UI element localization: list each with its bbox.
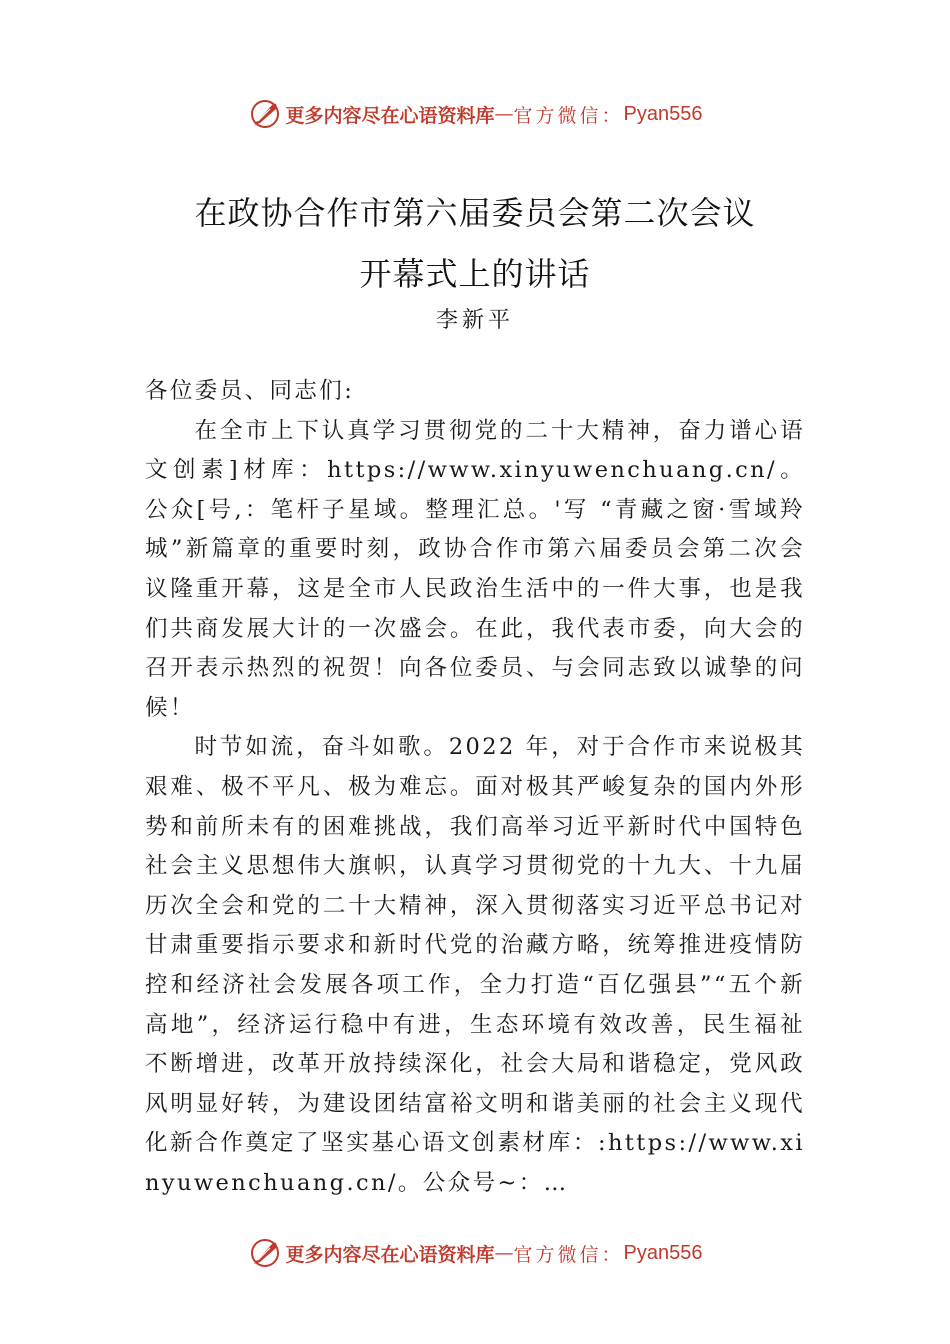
paragraph: 时节如流，奋斗如歌。2022 年，对于合作市来说极其艰难、极不平凡、极为难忘。面对极其严峻复杂的国内外形势和前所未有的困难挑战，我们高举习近平新时代中国特色社会主义思想伟大旗帜，认真学习贯彻党的十九大、十九届历次全会和党的二十大精神，深入贯彻落实习近平总书记对甘肃重要指示要求和新时代党的治藏方略，统筹推进疫情防控和经济社会发展各项工作，全力打造“百亿强县”“五个新高地”，经济运行稳中有进，生态环境有效改善，民生福祉不断增进，改革开放持续深化，社会大局和谐稳定，党风政风明显好转，为建设团结富裕文明和谐美丽的社会主义现代化新合作奠定了坚实基心语文创素材库：:https://www.xinyuwenchuang.cn/。公众号~：… <box>145 734 805 1196</box>
banner-separator: — <box>494 103 514 125</box>
paragraph: 在全市上下认真学习贯彻党的二十大精神，奋力谱心语文创素]材库：https://www.xinyuwenchuang.cn/。公众[号,：笔杆子星域。整理汇总。'写 “青藏之窗·雪域羚城”新篇章的重要时刻，政协合作市第六届委员会第二次会议隆重开幕，这是全市人民政治生活中的一件大事，也是我们共商发展大计的一次盛会。在此，我代表市委，向大会的召开表示热烈的祝贺！向各位委员、与会同志致以诚挚的问候！ <box>145 417 805 721</box>
document-author: 李新平 <box>435 308 514 333</box>
wechat-id: Pyan556 <box>623 102 703 125</box>
site-name: 更多内容尽在心语资料库 <box>285 1243 495 1266</box>
quill-logo-icon <box>248 97 282 131</box>
salutation: 各位委员、同志们: <box>145 378 355 404</box>
header-watermark-banner <box>0 94 950 134</box>
footer-watermark-banner <box>0 1233 950 1273</box>
wechat-id: Pyan556 <box>623 1241 703 1264</box>
wechat-label: 官方微信： <box>513 1243 624 1266</box>
quill-logo-icon <box>248 1236 282 1270</box>
document-title-line-2: 开幕式上的讲话 <box>359 255 591 293</box>
banner-separator: — <box>494 1242 514 1264</box>
wechat-label: 官方微信： <box>513 104 624 127</box>
document-title-line-1: 在政协合作市第六届委员会第二次会议 <box>194 194 756 232</box>
site-name: 更多内容尽在心语资料库 <box>285 104 495 127</box>
document-body <box>145 372 805 1203</box>
